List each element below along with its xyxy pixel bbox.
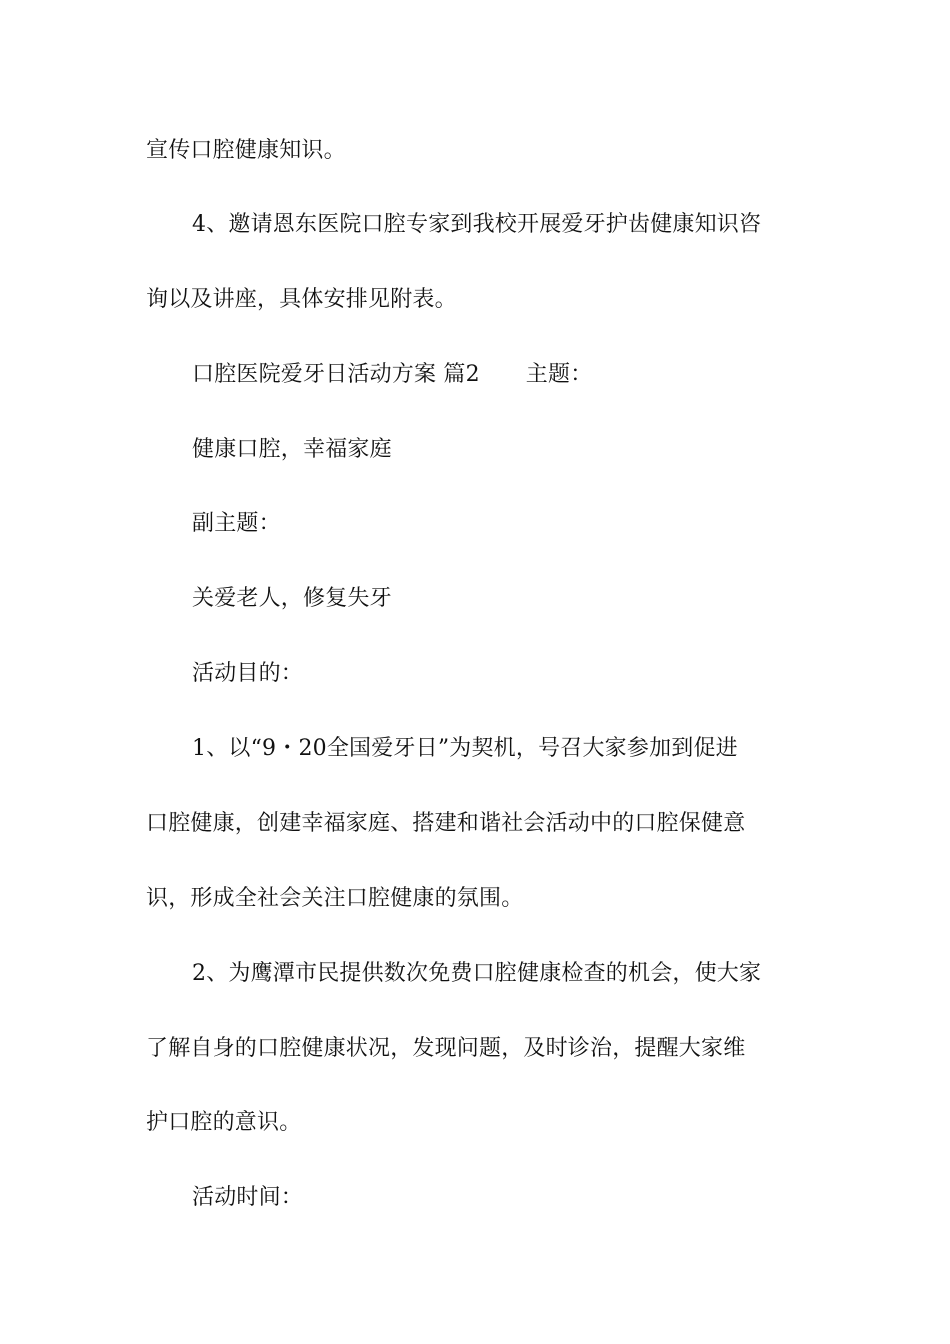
section-heading-line xyxy=(192,360,892,390)
paragraph-line: 询以及讲座，具体安排见附表。 xyxy=(146,287,457,312)
paragraph-line: 关爱老人，修复失牙 xyxy=(192,586,392,611)
paragraph-line: 宣传口腔健康知识。 xyxy=(146,138,346,163)
paragraph-line: 口腔健康，创建幸福家庭、搭建和谐社会活动中的口腔保健意 xyxy=(146,811,746,836)
paragraph-line: 活动目的： xyxy=(192,661,304,686)
paragraph-line: 活动时间： xyxy=(192,1185,304,1210)
paragraph-line: 1、以“9・20全国爱牙日”为契机，号召大家参加到促进 xyxy=(192,736,738,761)
paragraph-line: 护口腔的意识。 xyxy=(146,1110,302,1135)
paragraph-line: 了解自身的口腔健康状况，发现问题，及时诊治，提醒大家维 xyxy=(146,1036,746,1061)
paragraph-line: 健康口腔，幸福家庭 xyxy=(192,437,392,462)
section-title: 口腔医院爱牙日活动方案 篇2 xyxy=(192,362,480,387)
paragraph-line: 2、为鹰潭市民提供数次免费口腔健康检查的机会，使大家 xyxy=(192,961,762,986)
paragraph-line: 副主题： xyxy=(192,511,281,536)
paragraph-line: 4、邀请恩东医院口腔专家到我校开展爱牙护齿健康知识咨 xyxy=(192,212,762,237)
paragraph-line: 识，形成全社会关注口腔健康的氛围。 xyxy=(146,886,524,911)
theme-label: 主题： xyxy=(525,362,593,387)
